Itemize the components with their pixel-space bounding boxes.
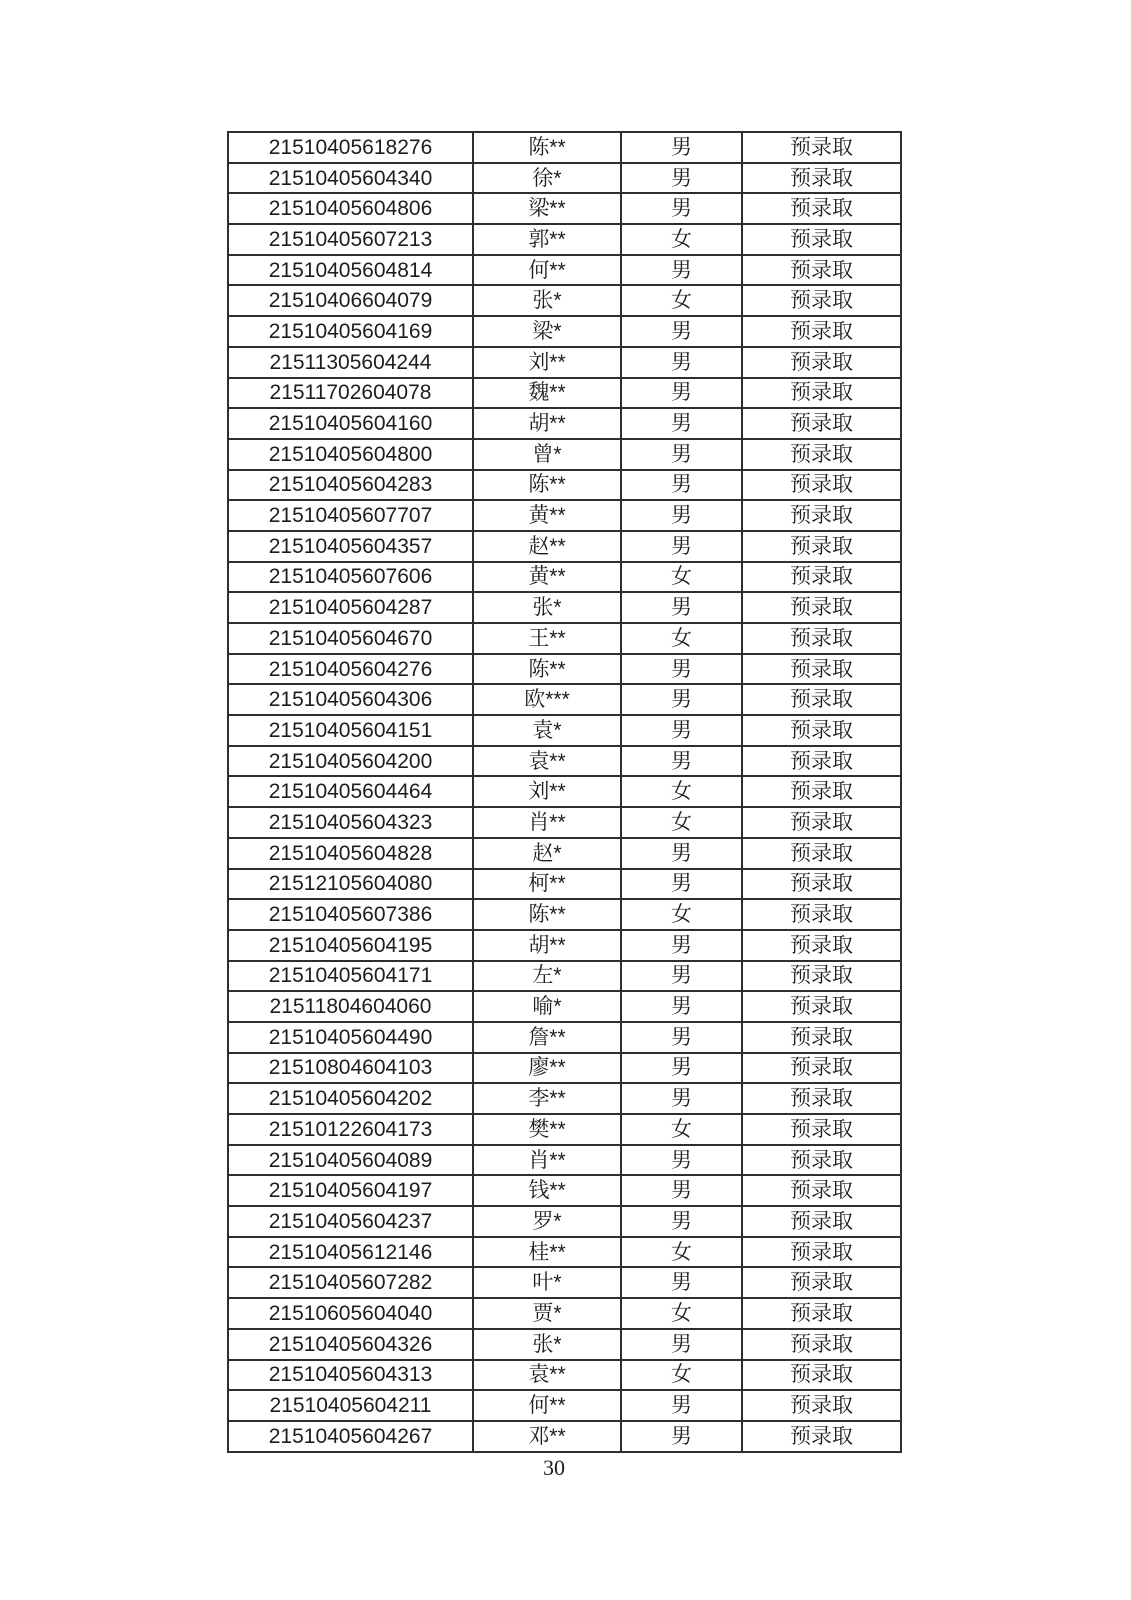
table-row bbox=[228, 1360, 901, 1391]
candidate-name-cell: 陈** bbox=[473, 899, 621, 930]
exam-id-cell: 21510405604306 bbox=[228, 684, 473, 715]
candidate-name-cell: 肖** bbox=[473, 1145, 621, 1176]
table-row bbox=[228, 1083, 901, 1114]
table-row bbox=[228, 746, 901, 777]
table-row bbox=[228, 776, 901, 807]
table-row bbox=[228, 869, 901, 900]
table-row bbox=[228, 807, 901, 838]
admission-status-cell: 预录取 bbox=[742, 285, 901, 316]
gender-cell: 男 bbox=[621, 1022, 742, 1053]
exam-id-cell: 21510405604287 bbox=[228, 592, 473, 623]
candidate-name-cell: 柯** bbox=[473, 869, 621, 900]
candidate-name-cell: 陈** bbox=[473, 654, 621, 685]
table-row bbox=[228, 991, 901, 1022]
gender-cell: 男 bbox=[621, 193, 742, 224]
candidate-name-cell: 徐* bbox=[473, 163, 621, 194]
table-row bbox=[228, 1421, 901, 1452]
table-row bbox=[228, 1390, 901, 1421]
table-row bbox=[228, 378, 901, 409]
gender-cell: 女 bbox=[621, 285, 742, 316]
table-row bbox=[228, 1114, 901, 1145]
exam-id-cell: 21510405604464 bbox=[228, 776, 473, 807]
candidate-name-cell: 欧*** bbox=[473, 684, 621, 715]
gender-cell: 男 bbox=[621, 715, 742, 746]
gender-cell: 女 bbox=[621, 899, 742, 930]
admission-status-cell: 预录取 bbox=[742, 1360, 901, 1391]
candidate-name-cell: 赵** bbox=[473, 531, 621, 562]
admission-status-cell: 预录取 bbox=[742, 132, 901, 163]
admission-status-cell: 预录取 bbox=[742, 470, 901, 501]
table-row bbox=[228, 285, 901, 316]
candidate-name-cell: 张* bbox=[473, 1329, 621, 1360]
candidate-name-cell: 赵* bbox=[473, 838, 621, 869]
admission-status-cell: 预录取 bbox=[742, 592, 901, 623]
admission-status-cell: 预录取 bbox=[742, 869, 901, 900]
admission-status-cell: 预录取 bbox=[742, 899, 901, 930]
admission-status-cell: 预录取 bbox=[742, 1083, 901, 1114]
gender-cell: 男 bbox=[621, 654, 742, 685]
table-row bbox=[228, 193, 901, 224]
page-number: 30 bbox=[543, 1455, 565, 1480]
candidate-name-cell: 刘** bbox=[473, 347, 621, 378]
admission-status-cell: 预录取 bbox=[742, 224, 901, 255]
candidate-name-cell: 张* bbox=[473, 592, 621, 623]
table-row bbox=[228, 562, 901, 593]
candidate-name-cell: 陈** bbox=[473, 132, 621, 163]
admission-status-cell: 预录取 bbox=[742, 991, 901, 1022]
candidate-name-cell: 黄** bbox=[473, 562, 621, 593]
exam-id-cell: 21510405604151 bbox=[228, 715, 473, 746]
exam-id-cell: 21510405604670 bbox=[228, 623, 473, 654]
candidate-name-cell: 刘** bbox=[473, 776, 621, 807]
admission-status-cell: 预录取 bbox=[742, 1421, 901, 1452]
gender-cell: 女 bbox=[621, 1237, 742, 1268]
candidate-name-cell: 袁* bbox=[473, 715, 621, 746]
exam-id-cell: 21510405604313 bbox=[228, 1360, 473, 1391]
admission-status-cell: 预录取 bbox=[742, 1206, 901, 1237]
candidate-name-cell: 邓** bbox=[473, 1421, 621, 1452]
candidate-name-cell: 何** bbox=[473, 255, 621, 286]
gender-cell: 男 bbox=[621, 1421, 742, 1452]
admission-status-cell: 预录取 bbox=[742, 500, 901, 531]
exam-id-cell: 21510405604323 bbox=[228, 807, 473, 838]
candidate-name-cell: 黄** bbox=[473, 500, 621, 531]
exam-id-cell: 21512105604080 bbox=[228, 869, 473, 900]
candidate-name-cell: 胡** bbox=[473, 930, 621, 961]
table-row bbox=[228, 654, 901, 685]
exam-id-cell: 21510406604079 bbox=[228, 285, 473, 316]
table-row bbox=[228, 255, 901, 286]
gender-cell: 男 bbox=[621, 1083, 742, 1114]
exam-id-cell: 21510405604828 bbox=[228, 838, 473, 869]
admission-status-cell: 预录取 bbox=[742, 439, 901, 470]
gender-cell: 男 bbox=[621, 347, 742, 378]
gender-cell: 男 bbox=[621, 255, 742, 286]
candidate-name-cell: 魏** bbox=[473, 378, 621, 409]
candidate-name-cell: 叶* bbox=[473, 1267, 621, 1298]
admission-status-cell: 预录取 bbox=[742, 654, 901, 685]
exam-id-cell: 21510405604283 bbox=[228, 470, 473, 501]
admission-status-cell: 预录取 bbox=[742, 408, 901, 439]
candidate-name-cell: 贾* bbox=[473, 1298, 621, 1329]
admission-status-cell: 预录取 bbox=[742, 623, 901, 654]
admission-status-cell: 预录取 bbox=[742, 562, 901, 593]
exam-id-cell: 21510405604211 bbox=[228, 1390, 473, 1421]
candidate-name-cell: 郭** bbox=[473, 224, 621, 255]
gender-cell: 男 bbox=[621, 531, 742, 562]
gender-cell: 男 bbox=[621, 439, 742, 470]
candidate-name-cell: 袁** bbox=[473, 1360, 621, 1391]
gender-cell: 男 bbox=[621, 378, 742, 409]
exam-id-cell: 21510405607213 bbox=[228, 224, 473, 255]
admission-status-cell: 预录取 bbox=[742, 1390, 901, 1421]
table-row bbox=[228, 500, 901, 531]
gender-cell: 女 bbox=[621, 623, 742, 654]
gender-cell: 男 bbox=[621, 500, 742, 531]
table-row bbox=[228, 316, 901, 347]
table-row bbox=[228, 1175, 901, 1206]
candidate-name-cell: 桂** bbox=[473, 1237, 621, 1268]
exam-id-cell: 21510405607606 bbox=[228, 562, 473, 593]
table-row bbox=[228, 470, 901, 501]
candidate-name-cell: 梁** bbox=[473, 193, 621, 224]
table-row bbox=[228, 1298, 901, 1329]
admission-status-cell: 预录取 bbox=[742, 715, 901, 746]
candidate-name-cell: 廖** bbox=[473, 1053, 621, 1084]
gender-cell: 男 bbox=[621, 991, 742, 1022]
gender-cell: 男 bbox=[621, 470, 742, 501]
admission-status-cell: 预录取 bbox=[742, 1237, 901, 1268]
table-row bbox=[228, 838, 901, 869]
gender-cell: 男 bbox=[621, 1206, 742, 1237]
candidate-name-cell: 钱** bbox=[473, 1175, 621, 1206]
candidate-name-cell: 张* bbox=[473, 285, 621, 316]
table-row bbox=[228, 163, 901, 194]
admission-status-cell: 预录取 bbox=[742, 1175, 901, 1206]
exam-id-cell: 21510122604173 bbox=[228, 1114, 473, 1145]
gender-cell: 男 bbox=[621, 1053, 742, 1084]
gender-cell: 女 bbox=[621, 1114, 742, 1145]
table-row bbox=[228, 684, 901, 715]
table-row bbox=[228, 930, 901, 961]
table-row bbox=[228, 1267, 901, 1298]
candidate-name-cell: 袁** bbox=[473, 746, 621, 777]
admission-status-cell: 预录取 bbox=[742, 1145, 901, 1176]
candidate-name-cell: 何** bbox=[473, 1390, 621, 1421]
exam-id-cell: 21511804604060 bbox=[228, 991, 473, 1022]
exam-id-cell: 21510605604040 bbox=[228, 1298, 473, 1329]
gender-cell: 男 bbox=[621, 1329, 742, 1360]
gender-cell: 男 bbox=[621, 1175, 742, 1206]
gender-cell: 男 bbox=[621, 838, 742, 869]
exam-id-cell: 21510405612146 bbox=[228, 1237, 473, 1268]
exam-id-cell: 21510405604340 bbox=[228, 163, 473, 194]
table-row bbox=[228, 1237, 901, 1268]
gender-cell: 男 bbox=[621, 408, 742, 439]
table-row bbox=[228, 439, 901, 470]
exam-id-cell: 21510405604237 bbox=[228, 1206, 473, 1237]
admission-status-cell: 预录取 bbox=[742, 378, 901, 409]
candidate-name-cell: 罗* bbox=[473, 1206, 621, 1237]
admission-status-cell: 预录取 bbox=[742, 1329, 901, 1360]
admission-status-cell: 预录取 bbox=[742, 930, 901, 961]
exam-id-cell: 21510405604357 bbox=[228, 531, 473, 562]
gender-cell: 男 bbox=[621, 684, 742, 715]
candidate-name-cell: 李** bbox=[473, 1083, 621, 1114]
table-row bbox=[228, 961, 901, 992]
admission-status-cell: 预录取 bbox=[742, 531, 901, 562]
exam-id-cell: 21510405604169 bbox=[228, 316, 473, 347]
admission-status-cell: 预录取 bbox=[742, 1053, 901, 1084]
candidate-name-cell: 喻* bbox=[473, 991, 621, 1022]
admission-status-cell: 预录取 bbox=[742, 746, 901, 777]
table-row bbox=[228, 408, 901, 439]
admission-status-cell: 预录取 bbox=[742, 1298, 901, 1329]
exam-id-cell: 21510405607707 bbox=[228, 500, 473, 531]
exam-id-cell: 21510405604326 bbox=[228, 1329, 473, 1360]
admission-status-cell: 预录取 bbox=[742, 255, 901, 286]
exam-id-cell: 21510405607386 bbox=[228, 899, 473, 930]
gender-cell: 女 bbox=[621, 1298, 742, 1329]
exam-id-cell: 21511305604244 bbox=[228, 347, 473, 378]
admission-status-cell: 预录取 bbox=[742, 1114, 901, 1145]
admission-status-cell: 预录取 bbox=[742, 1022, 901, 1053]
candidate-name-cell: 胡** bbox=[473, 408, 621, 439]
table-row bbox=[228, 132, 901, 163]
admission-status-cell: 预录取 bbox=[742, 684, 901, 715]
candidate-name-cell: 肖** bbox=[473, 807, 621, 838]
table-row bbox=[228, 1206, 901, 1237]
admission-status-cell: 预录取 bbox=[742, 838, 901, 869]
candidate-name-cell: 曾* bbox=[473, 439, 621, 470]
table-row bbox=[228, 347, 901, 378]
gender-cell: 男 bbox=[621, 163, 742, 194]
exam-id-cell: 21510405604267 bbox=[228, 1421, 473, 1452]
table-row bbox=[228, 1145, 901, 1176]
gender-cell: 女 bbox=[621, 1360, 742, 1391]
table-row bbox=[228, 531, 901, 562]
gender-cell: 男 bbox=[621, 930, 742, 961]
gender-cell: 男 bbox=[621, 132, 742, 163]
table-row bbox=[228, 1022, 901, 1053]
candidate-name-cell: 詹** bbox=[473, 1022, 621, 1053]
gender-cell: 男 bbox=[621, 592, 742, 623]
roster-table-body bbox=[228, 132, 901, 1452]
admission-status-cell: 预录取 bbox=[742, 316, 901, 347]
exam-id-cell: 21510405604806 bbox=[228, 193, 473, 224]
gender-cell: 男 bbox=[621, 1267, 742, 1298]
admission-status-cell: 预录取 bbox=[742, 807, 901, 838]
gender-cell: 女 bbox=[621, 224, 742, 255]
candidate-name-cell: 王** bbox=[473, 623, 621, 654]
exam-id-cell: 21511702604078 bbox=[228, 378, 473, 409]
exam-id-cell: 21510405604195 bbox=[228, 930, 473, 961]
gender-cell: 男 bbox=[621, 1390, 742, 1421]
gender-cell: 男 bbox=[621, 1145, 742, 1176]
admission-status-cell: 预录取 bbox=[742, 347, 901, 378]
admission-status-cell: 预录取 bbox=[742, 193, 901, 224]
candidate-name-cell: 陈** bbox=[473, 470, 621, 501]
exam-id-cell: 21510405604202 bbox=[228, 1083, 473, 1114]
exam-id-cell: 21510405618276 bbox=[228, 132, 473, 163]
table-row bbox=[228, 715, 901, 746]
gender-cell: 女 bbox=[621, 776, 742, 807]
table-row bbox=[228, 1053, 901, 1084]
gender-cell: 女 bbox=[621, 562, 742, 593]
candidate-name-cell: 樊** bbox=[473, 1114, 621, 1145]
admission-status-cell: 预录取 bbox=[742, 961, 901, 992]
gender-cell: 男 bbox=[621, 746, 742, 777]
candidate-name-cell: 左* bbox=[473, 961, 621, 992]
table-row bbox=[228, 1329, 901, 1360]
gender-cell: 男 bbox=[621, 316, 742, 347]
exam-id-cell: 21510405604276 bbox=[228, 654, 473, 685]
exam-id-cell: 21510405607282 bbox=[228, 1267, 473, 1298]
exam-id-cell: 21510804604103 bbox=[228, 1053, 473, 1084]
admission-status-cell: 预录取 bbox=[742, 776, 901, 807]
gender-cell: 男 bbox=[621, 869, 742, 900]
exam-id-cell: 21510405604171 bbox=[228, 961, 473, 992]
admission-status-cell: 预录取 bbox=[742, 163, 901, 194]
gender-cell: 男 bbox=[621, 961, 742, 992]
exam-id-cell: 21510405604197 bbox=[228, 1175, 473, 1206]
exam-id-cell: 21510405604160 bbox=[228, 408, 473, 439]
table-row bbox=[228, 224, 901, 255]
table-row bbox=[228, 623, 901, 654]
exam-id-cell: 21510405604490 bbox=[228, 1022, 473, 1053]
gender-cell: 女 bbox=[621, 807, 742, 838]
table-row bbox=[228, 592, 901, 623]
admission-roster-table bbox=[227, 131, 902, 1453]
exam-id-cell: 21510405604800 bbox=[228, 439, 473, 470]
table-row bbox=[228, 899, 901, 930]
admission-status-cell: 预录取 bbox=[742, 1267, 901, 1298]
exam-id-cell: 21510405604200 bbox=[228, 746, 473, 777]
candidate-name-cell: 梁* bbox=[473, 316, 621, 347]
exam-id-cell: 21510405604089 bbox=[228, 1145, 473, 1176]
exam-id-cell: 21510405604814 bbox=[228, 255, 473, 286]
